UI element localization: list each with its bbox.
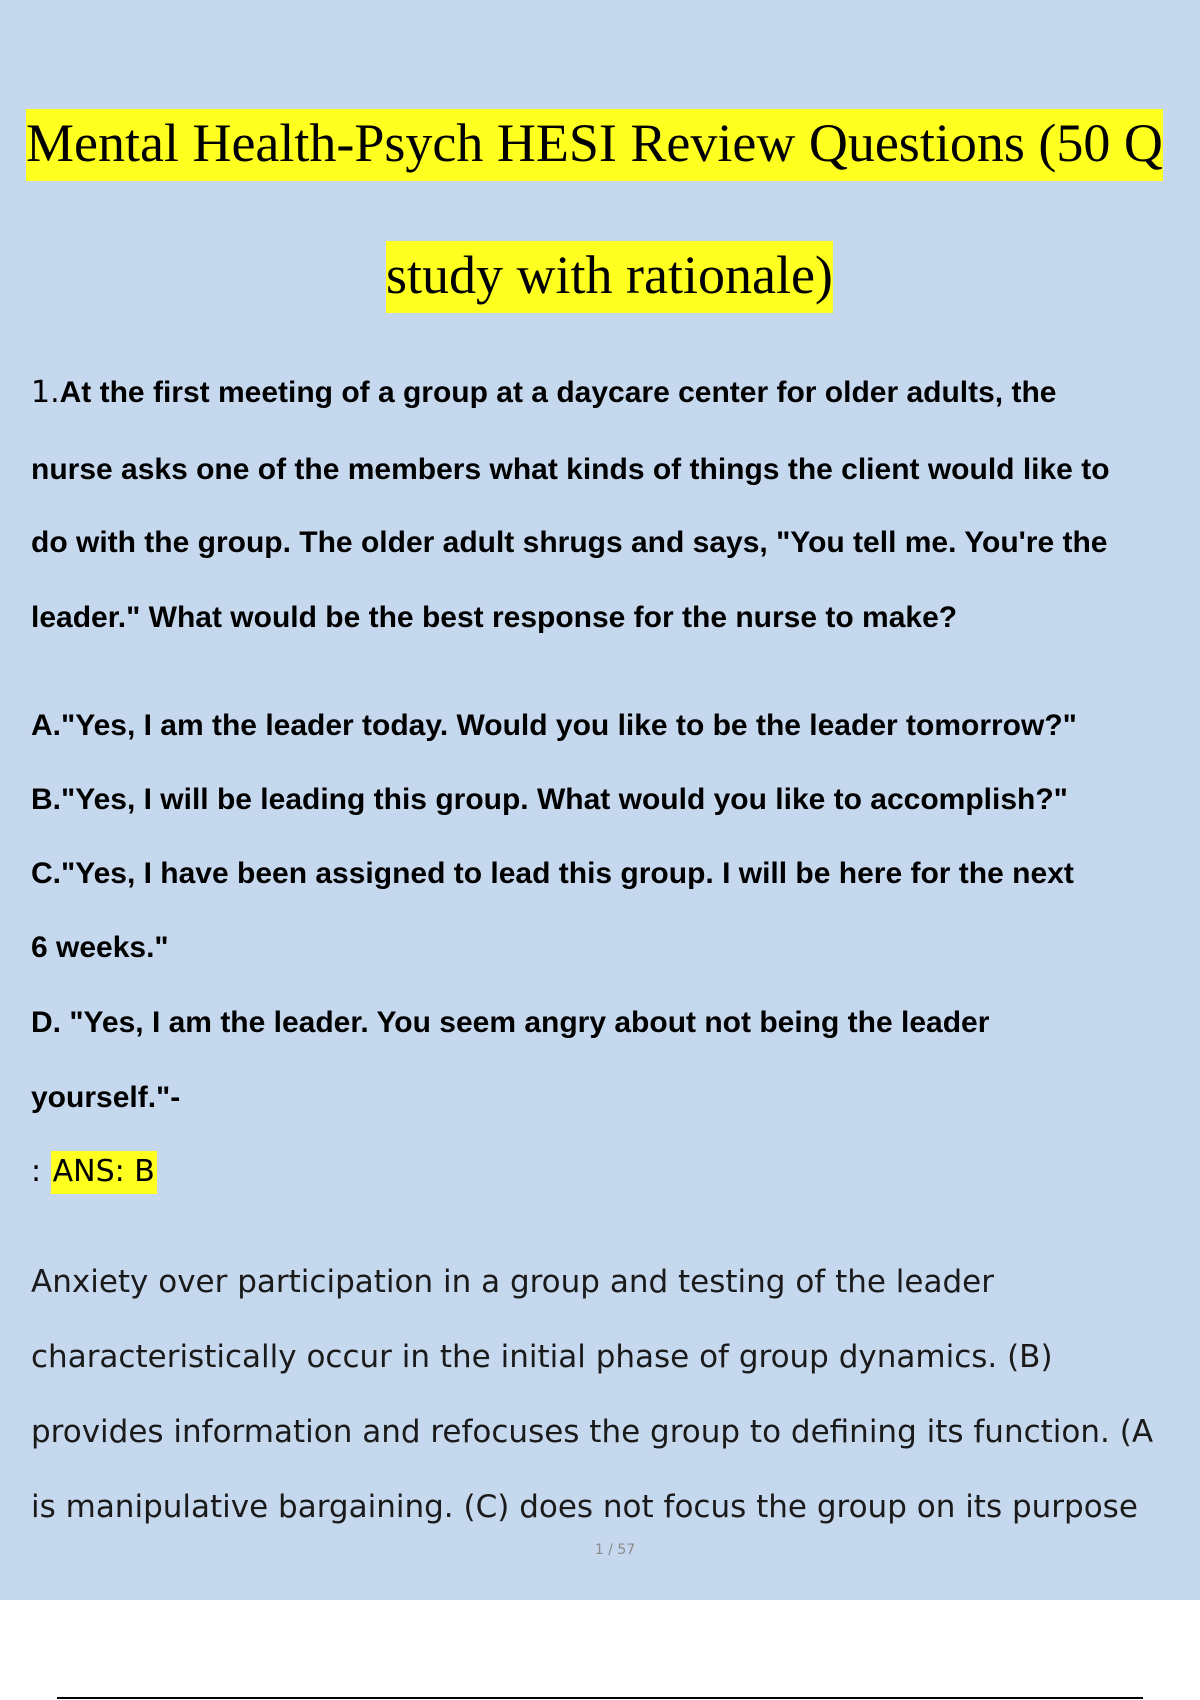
question-stem-text: At the first meeting of a group at a daycare center for older adults, the <box>59 376 1057 409</box>
question-stem-line-2: nurse asks one of the members what kinds of things the client would like to <box>31 453 1110 486</box>
answer-line <box>31 1154 157 1189</box>
option-c-line-1: C."Yes, I have been assigned to lead this group. I will be here for the next <box>31 857 1074 890</box>
page-indicator: 1 / 57 <box>594 1542 636 1558</box>
question-stem-line-4: leader." What would be the best response for the nurse to make? <box>31 601 958 634</box>
option-d-line-1: D. "Yes, I am the leader. You seem angry about not being the leader <box>31 1006 990 1039</box>
answer-prefix: : <box>31 1154 51 1189</box>
answer-label: ANS: B <box>51 1151 157 1194</box>
option-b: B."Yes, I will be leading this group. What would you like to accomplish?" <box>31 783 1068 816</box>
question-stem-line-1 <box>31 375 1057 410</box>
title-highlight: Mental Health-Psych HESI Review Questions (50 Q <box>26 109 1163 181</box>
page-divider-rule <box>57 1697 1143 1699</box>
option-c-line-2: 6 weeks." <box>31 931 169 964</box>
question-number: 1. <box>31 375 60 410</box>
title-highlight: study with rationale) <box>386 241 833 313</box>
option-d-line-2: yourself."- <box>31 1081 181 1114</box>
document-title-line-2 <box>386 245 833 305</box>
rationale-line-1: Anxiety over participation in a group and testing of the leader <box>31 1264 994 1300</box>
rationale-line-4: is manipulative bargaining. (C) does not focus the group on its purpose <box>31 1489 1138 1525</box>
question-stem-line-3: do with the group. The older adult shrugs and says, "You tell me. You're the <box>31 526 1108 559</box>
rationale-line-3: provides information and refocuses the group to defining its function. (A <box>31 1414 1154 1450</box>
rationale-line-2: characteristically occur in the initial phase of group dynamics. (B) <box>31 1339 1053 1375</box>
option-a: A."Yes, I am the leader today. Would you like to be the leader tomorrow?" <box>31 709 1077 742</box>
document-title-line-1 <box>26 113 1163 173</box>
